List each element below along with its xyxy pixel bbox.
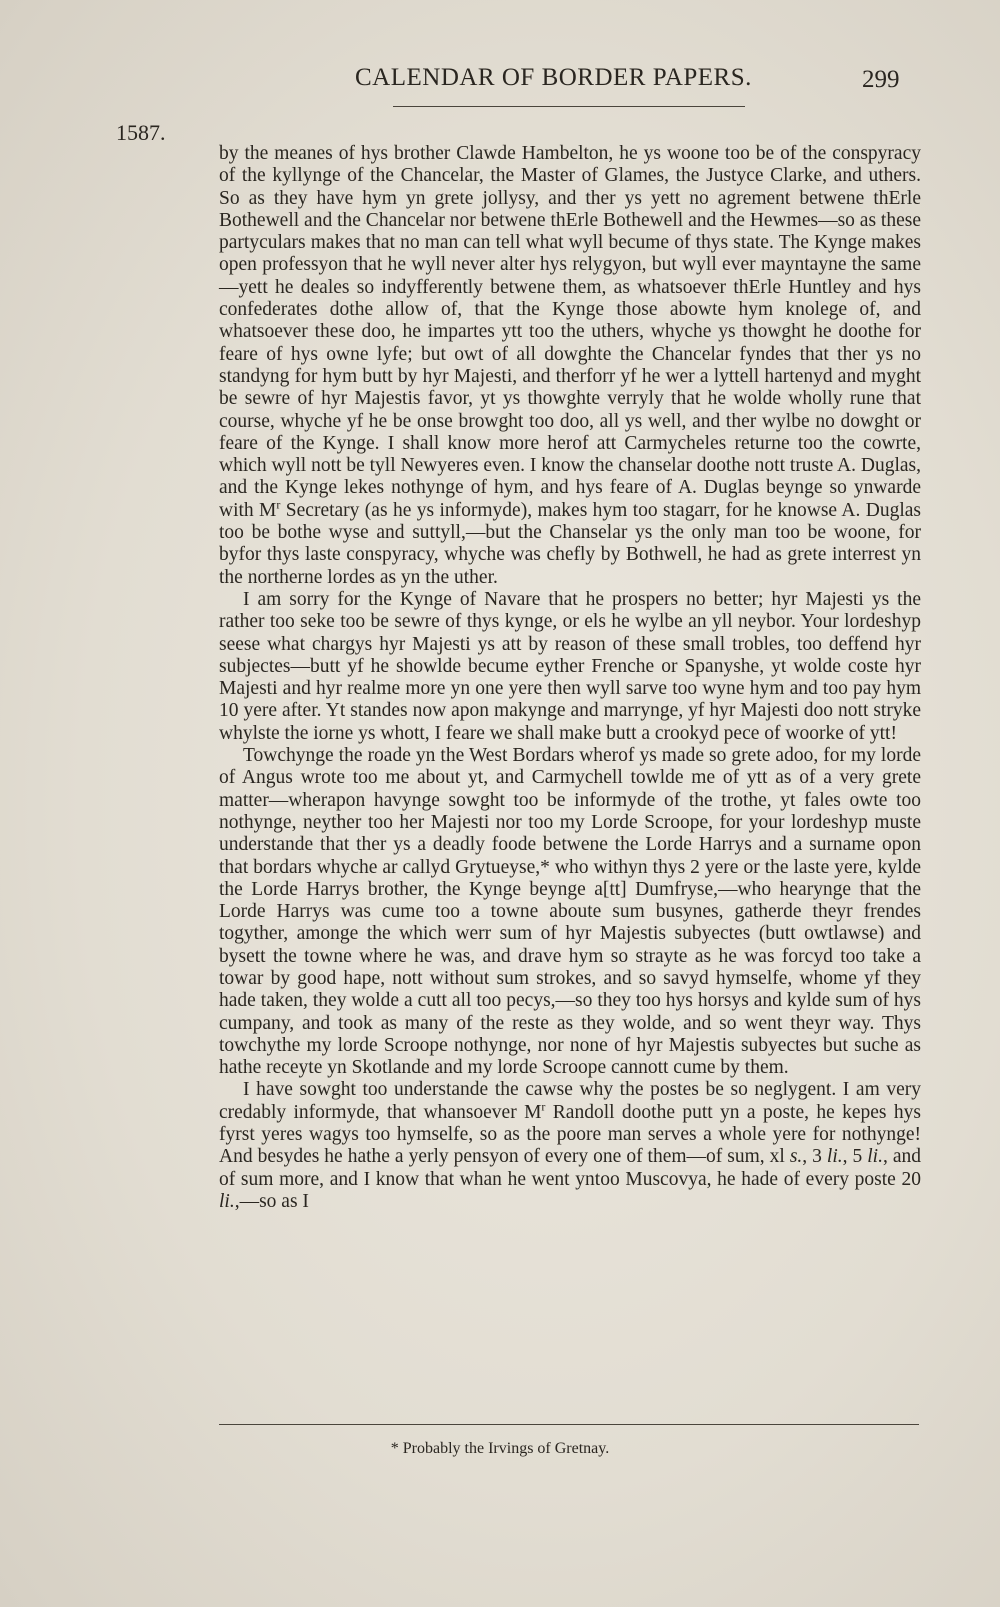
margin-year: 1587. [116, 120, 166, 145]
text-run: I have sowght too understande the cawse why the postes be so neglygent. I am very credably informyde, that whansoever M [219, 1079, 921, 1123]
running-head [0, 64, 1000, 94]
body-paragraph [219, 1079, 921, 1213]
text-run: by the meanes of hys brother Clawde Hambelton, he ys woone too be of the conspyracy of the kyllynge of the Chancelar, the Master of Glames, the Justyce Clarke, and uthers. So as they have hym yn grete jollysy, and ther ys yett no agrement betwene thErle Bothewell and the Chancelar nor betwene thErle Bothewell and the Hewmes—so as these partyculars makes that no man can tell what wyll becume of thys state. The Kynge makes open professyon that he wyll never alter hys relygyon, but wyll ever mayntayne the same—yett he deales so indyfferently betwene them, as whatsoever thErle Huntley and hys confederates dothe allow of, that the Kynge those abowte hym knolege of, and whatsoever these doo, he impartes ytt too the uthers, whyche ys thowght he doothe for feare of hys owne lyfe; but owt of all dowghte the Chancelar fyndes that ther ys no standyng for hym butt by hyr Majesti, and therforr yf he wer a lyttell hartenyd and myght be sewre of hyr Majestis favor, yt ys thowghte verryly that he wolde wholly rune that course, whyche yf he be onse browght too doo, all ys well, and ther wylbe no dowght or feare of the Kynge. I shall know more herof att Carmycheles returne too the cowrte, which wyll nott be tyll Newyeres even. I know the chanselar doothe nott truste A. Duglas, and the Kynge lekes nothynge of hym, and hys feare of A. Duglas beynge so ynwarde with M [219, 143, 921, 521]
footnote: * Probably the Irvings of Gretnay. [390, 1440, 610, 1457]
text-run: , 5 [842, 1146, 868, 1168]
text-run: Randoll doothe putt yn a poste, he kepes hys fyrst yeres wagys too hymselfe, so as the poore man serves a whole yere for nothynge! And besydes he hathe a yerly pensyon of every one of them—of sum, xl [219, 1101, 921, 1168]
footnote-rule [219, 1424, 919, 1425]
italic-text: li. [826, 1146, 843, 1168]
page-title: CALENDAR OF BORDER PAPERS. [355, 64, 752, 91]
text-run: Towchynge the roade yn the West Bordars wherof ys made so grete adoo, for my lorde of Angus wrote too me about yt, and Carmychell towlde me of ytt as of a very grete matter—wherapon havynge sowght too be informyde of the trothe, yt fales owte too nothynge, neyther too her Majesti nor too my Lorde Scroope, for your lordeshyp muste understande that ther ys a deadly foode betwene the Lorde Harrys and a surname opon that bordars whyche ar callyd Grytueyse,* who withyn thys 2 yere or the laste yere, kylde the Lorde Harrys brother, the Kynge beynge a[tt] Dumfryse,—who hearynge that the Lorde Harrys was cume too a towne aboute sum busynes, gatherde theyr frendes togyther, amonge the which werr sum of hyr Majestis subyectes (butt owtlawse) and bysett the towne where he was, and drave hym so strayte as he was forcyd too take a towar by good hape, nott without sum strokes, and so savyd hymselfe, whome yf they hade taken, they wolde a cutt all too pecys,—so they too hys horsys and kylde sum of hys cumpany, and took as many of the reste as they wolde, and so went theyr way. Thys towchythe my lorde Scroope nothynge, nor none of hyr Majestis subyectes but suche as hathe receyte yn Skotlande and my lorde Scroope cannott cume by them. [219, 745, 921, 1079]
body-paragraph [219, 745, 921, 1079]
text-run: ,—so as I [234, 1190, 309, 1212]
superscript-text: r [541, 1099, 546, 1114]
body-paragraph [219, 589, 921, 745]
text-run: , and of sum more, and I know that whan he went yntoo Muscovya, he hade of every poste 20 [219, 1146, 922, 1190]
italic-text: s. [789, 1146, 803, 1168]
body-text [219, 143, 921, 1213]
superscript-text: r [276, 497, 281, 512]
body-paragraph [219, 143, 921, 589]
header-rule [393, 106, 745, 107]
page-number: 299 [862, 66, 900, 93]
text-run: , 3 [802, 1146, 827, 1168]
text-run: I am sorry for the Kynge of Navare that he prospers no better; hyr Majesti ys the rather too seke too be sewre of thys kynge, or els he wylbe an yll neybor. Your lordeshyp seese what chargys hyr Majesti ys att by reason of these small trobles, too deffend hyr subjectes—butt yf he showlde becume eyther Frenche or Spanyshe, yt wolde coste hyr Majesti and hyr realme more yn one yere then wyll sarve too wyne hym and too pay hym 10 yere after. Yt standes now apon makynge and marrynge, yf hyr Majesti doo nott stryke whylste the iorne ys whott, I feare we shall make butt a crookyd pece of woorke of ytt! [219, 588, 921, 744]
italic-text: li. [219, 1190, 235, 1212]
italic-text: li. [867, 1146, 883, 1168]
text-run: Secretary (as he ys informyde), makes hym too stagarr, for he knowse A. Duglas too be bothe wyse and suttyll,—but the Chanselar ys the only man too be woone, for byfor thys laste conspyracy, whyche was chefly by Bothwell, he had as grete interrest yn the northerne lordes as yn the uther. [219, 499, 921, 588]
